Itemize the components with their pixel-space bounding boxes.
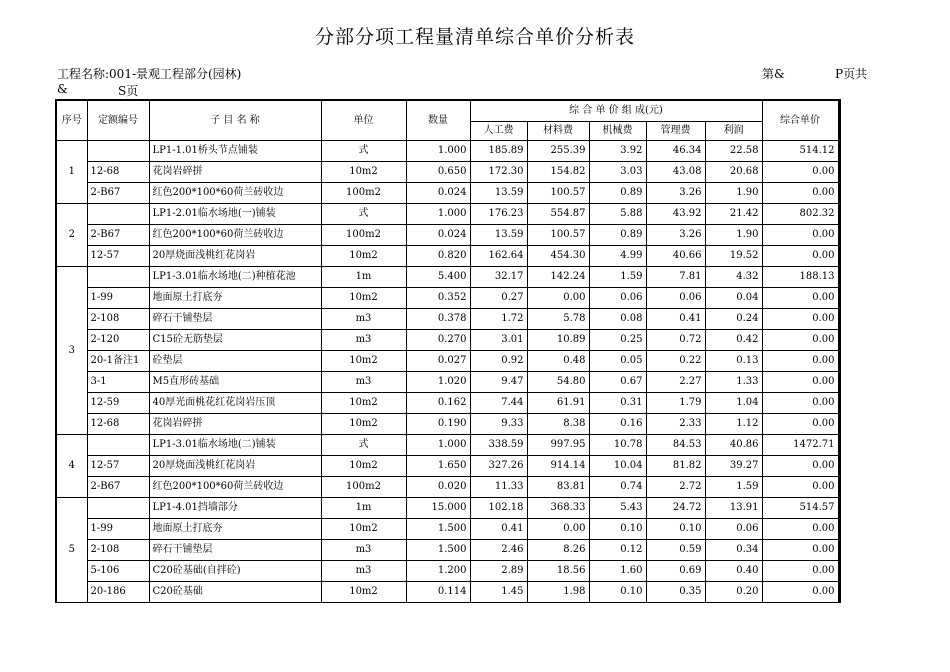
cell-quota-no: 2-108	[87, 309, 149, 330]
cell-machine: 3.03	[589, 162, 646, 183]
table-row	[56, 372, 839, 393]
cell-quota-no	[87, 141, 149, 162]
cell-management: 3.26	[646, 183, 705, 204]
cell-profit: 39.27	[705, 456, 762, 477]
cell-seq: 5	[56, 498, 87, 603]
cell-labor: 2.89	[470, 561, 527, 582]
cell-unit: 100m2	[321, 183, 406, 204]
cell-quota-no: 5-106	[87, 561, 149, 582]
cell-management: 0.69	[646, 561, 705, 582]
cell-labor: 338.59	[470, 435, 527, 456]
cell-profit: 1.04	[705, 393, 762, 414]
cell-quantity: 1.000	[406, 435, 470, 456]
cell-quota-no: 1-99	[87, 288, 149, 309]
cell-item-name: 地面原土打底夯	[149, 288, 321, 309]
cell-material: 1.98	[527, 582, 589, 603]
cell-unit-price: 0.00	[762, 456, 839, 477]
cell-item-name: 碎石干铺垫层	[149, 309, 321, 330]
cell-machine: 1.60	[589, 561, 646, 582]
cell-item-name: C20砼基础	[149, 582, 321, 603]
cell-management: 7.81	[646, 267, 705, 288]
cell-unit: 1m	[321, 498, 406, 519]
cell-unit-price: 0.00	[762, 582, 839, 603]
cell-profit: 40.86	[705, 435, 762, 456]
cell-profit: 21.42	[705, 204, 762, 225]
cell-profit: 1.90	[705, 183, 762, 204]
cell-management: 0.72	[646, 330, 705, 351]
cell-labor: 9.33	[470, 414, 527, 435]
cell-item-name: C20砼基础(自拌砼)	[149, 561, 321, 582]
cell-unit: 10m2	[321, 246, 406, 267]
cell-management: 1.79	[646, 393, 705, 414]
cell-item-name: 红色200*100*60荷兰砖收边	[149, 477, 321, 498]
cell-item-name: LP1-3.01临水场地(二)种植花池	[149, 267, 321, 288]
cell-machine: 4.99	[589, 246, 646, 267]
cell-management: 46.34	[646, 141, 705, 162]
cell-labor: 185.89	[470, 141, 527, 162]
cell-material: 54.80	[527, 372, 589, 393]
cell-profit: 0.34	[705, 540, 762, 561]
cell-item-name: 红色200*100*60荷兰砖收边	[149, 225, 321, 246]
cell-machine: 0.31	[589, 393, 646, 414]
cell-unit-price: 0.00	[762, 162, 839, 183]
cell-labor: 13.59	[470, 225, 527, 246]
cell-labor: 0.92	[470, 351, 527, 372]
cell-quantity: 0.020	[406, 477, 470, 498]
cell-material: 154.82	[527, 162, 589, 183]
header-machine: 机械费	[589, 122, 646, 141]
cell-labor: 327.26	[470, 456, 527, 477]
page-count-label: P页共	[835, 67, 868, 81]
cell-material: 997.95	[527, 435, 589, 456]
cell-management: 0.35	[646, 582, 705, 603]
cell-management: 2.33	[646, 414, 705, 435]
table-row	[56, 540, 839, 561]
cell-item-name: 40厚光面桃花红花岗岩压顶	[149, 393, 321, 414]
cell-seq: 3	[56, 267, 87, 435]
cell-quantity: 1.650	[406, 456, 470, 477]
cell-unit: 10m2	[321, 519, 406, 540]
cell-profit: 1.90	[705, 225, 762, 246]
cell-unit: 10m2	[321, 582, 406, 603]
cell-quota-no	[87, 267, 149, 288]
cell-labor: 162.64	[470, 246, 527, 267]
cell-unit: m3	[321, 372, 406, 393]
cell-item-name: M5直形砖基础	[149, 372, 321, 393]
cell-machine: 10.04	[589, 456, 646, 477]
cell-quantity: 1.000	[406, 141, 470, 162]
cell-management: 0.41	[646, 309, 705, 330]
cell-machine: 3.92	[589, 141, 646, 162]
cell-profit: 13.91	[705, 498, 762, 519]
table-row	[56, 561, 839, 582]
cell-item-name: 红色200*100*60荷兰砖收边	[149, 183, 321, 204]
cell-management: 43.08	[646, 162, 705, 183]
cell-quantity: 1.500	[406, 540, 470, 561]
cell-material: 142.24	[527, 267, 589, 288]
cell-unit: 10m2	[321, 393, 406, 414]
cell-item-name: 地面原土打底夯	[149, 519, 321, 540]
cell-seq: 2	[56, 204, 87, 267]
cell-labor: 102.18	[470, 498, 527, 519]
header-composition: 综 合 单 价 组 成(元)	[470, 100, 762, 122]
cell-material: 255.39	[527, 141, 589, 162]
cell-item-name: LP1-1.01桥头节点铺装	[149, 141, 321, 162]
cell-machine: 0.89	[589, 225, 646, 246]
cell-profit: 22.58	[705, 141, 762, 162]
cell-machine: 0.25	[589, 330, 646, 351]
cell-quantity: 0.114	[406, 582, 470, 603]
cell-labor: 0.27	[470, 288, 527, 309]
cell-labor: 3.01	[470, 330, 527, 351]
cell-unit: m3	[321, 330, 406, 351]
table-row	[56, 477, 839, 498]
cell-quantity: 0.820	[406, 246, 470, 267]
cell-labor: 13.59	[470, 183, 527, 204]
cell-profit: 20.68	[705, 162, 762, 183]
cell-unit-price: 0.00	[762, 372, 839, 393]
cell-item-name: LP1-2.01临水场地(一)铺装	[149, 204, 321, 225]
cell-machine: 0.08	[589, 309, 646, 330]
cell-management: 0.59	[646, 540, 705, 561]
cell-quantity: 0.162	[406, 393, 470, 414]
header-seq: 序号	[56, 100, 87, 141]
cell-quota-no: 12-68	[87, 414, 149, 435]
cell-unit-price: 0.00	[762, 540, 839, 561]
cell-quantity: 0.650	[406, 162, 470, 183]
cell-unit: m3	[321, 540, 406, 561]
cell-material: 5.78	[527, 309, 589, 330]
table-row	[56, 141, 839, 162]
table-row	[56, 519, 839, 540]
cell-unit-price: 514.12	[762, 141, 839, 162]
cell-unit-price: 514.57	[762, 498, 839, 519]
cell-machine: 0.10	[589, 582, 646, 603]
table-row	[56, 162, 839, 183]
cell-management: 0.10	[646, 519, 705, 540]
cell-machine: 10.78	[589, 435, 646, 456]
header-quantity: 数量	[406, 100, 470, 141]
cell-unit: 10m2	[321, 456, 406, 477]
cell-material: 100.57	[527, 183, 589, 204]
cell-quota-no: 2-B67	[87, 183, 149, 204]
cell-machine: 0.06	[589, 288, 646, 309]
cell-material: 0.00	[527, 288, 589, 309]
table-row	[56, 435, 839, 456]
cell-quota-no	[87, 435, 149, 456]
cell-item-name: 20厚烧面浅桃红花岗岩	[149, 456, 321, 477]
cell-unit-price: 0.00	[762, 183, 839, 204]
header-quota-no: 定额编号	[87, 100, 149, 141]
cell-quota-no: 12-57	[87, 456, 149, 477]
cell-profit: 1.59	[705, 477, 762, 498]
cell-profit: 0.20	[705, 582, 762, 603]
cell-item-name: LP1-3.01临水场地(二)铺装	[149, 435, 321, 456]
cell-labor: 1.72	[470, 309, 527, 330]
cell-material: 554.87	[527, 204, 589, 225]
cell-material: 8.26	[527, 540, 589, 561]
cell-material: 454.30	[527, 246, 589, 267]
cell-management: 3.26	[646, 225, 705, 246]
cell-management: 43.92	[646, 204, 705, 225]
cell-material: 100.57	[527, 225, 589, 246]
table-row	[56, 456, 839, 477]
table-row	[56, 414, 839, 435]
cell-machine: 1.59	[589, 267, 646, 288]
cell-material: 61.91	[527, 393, 589, 414]
cell-quota-no: 12-59	[87, 393, 149, 414]
cell-unit: 式	[321, 141, 406, 162]
cell-machine: 0.16	[589, 414, 646, 435]
cell-unit-price: 0.00	[762, 309, 839, 330]
header-item-name: 子 目 名 称	[149, 100, 321, 141]
cell-profit: 0.40	[705, 561, 762, 582]
cell-machine: 5.88	[589, 204, 646, 225]
cell-item-name: 花岗岩碎拼	[149, 162, 321, 183]
table-body	[56, 141, 839, 603]
cell-material: 83.81	[527, 477, 589, 498]
cell-unit-price: 0.00	[762, 519, 839, 540]
table-row	[56, 183, 839, 204]
cell-labor: 7.44	[470, 393, 527, 414]
cell-unit-price: 0.00	[762, 561, 839, 582]
cell-profit: 0.04	[705, 288, 762, 309]
cell-unit: 式	[321, 435, 406, 456]
cell-machine: 0.74	[589, 477, 646, 498]
cell-quota-no	[87, 204, 149, 225]
cell-seq: 1	[56, 141, 87, 204]
cell-unit: 式	[321, 204, 406, 225]
cell-unit-price: 1472.71	[762, 435, 839, 456]
table-row	[56, 330, 839, 351]
cell-quantity: 0.352	[406, 288, 470, 309]
cell-labor: 0.41	[470, 519, 527, 540]
table-row	[56, 351, 839, 372]
cell-quantity: 1.200	[406, 561, 470, 582]
cell-profit: 0.06	[705, 519, 762, 540]
cell-unit: m3	[321, 561, 406, 582]
cell-management: 0.22	[646, 351, 705, 372]
cell-quota-no: 12-57	[87, 246, 149, 267]
cell-quantity: 5.400	[406, 267, 470, 288]
table-row	[56, 582, 839, 603]
cell-quantity: 0.024	[406, 183, 470, 204]
cell-unit-price: 0.00	[762, 351, 839, 372]
page-title: 分部分项工程量清单综合单价分析表	[314, 26, 635, 48]
cell-machine: 0.67	[589, 372, 646, 393]
table-row	[56, 246, 839, 267]
cell-quota-no: 2-B67	[87, 477, 149, 498]
cell-quota-no: 3-1	[87, 372, 149, 393]
table-row	[56, 225, 839, 246]
cell-quota-no: 20-186	[87, 582, 149, 603]
cell-quota-no: 2-108	[87, 540, 149, 561]
header-material: 材料费	[527, 122, 589, 141]
cell-machine: 0.10	[589, 519, 646, 540]
cell-unit-price: 0.00	[762, 288, 839, 309]
cell-material: 10.89	[527, 330, 589, 351]
cell-quantity: 0.027	[406, 351, 470, 372]
cell-management: 81.82	[646, 456, 705, 477]
cell-quantity: 0.270	[406, 330, 470, 351]
cell-labor: 2.46	[470, 540, 527, 561]
cell-unit: 10m2	[321, 414, 406, 435]
cell-labor: 176.23	[470, 204, 527, 225]
cell-material: 18.56	[527, 561, 589, 582]
cell-material: 914.14	[527, 456, 589, 477]
cell-quota-no	[87, 498, 149, 519]
cell-unit-price: 0.00	[762, 246, 839, 267]
cell-quantity: 1.000	[406, 204, 470, 225]
cell-quantity: 0.190	[406, 414, 470, 435]
cell-management: 2.27	[646, 372, 705, 393]
cell-unit-price: 0.00	[762, 330, 839, 351]
project-name: 工程名称:001-景观工程部分(园林)	[57, 67, 242, 81]
cell-unit: 10m2	[321, 288, 406, 309]
cell-quota-no: 20-1备注1	[87, 351, 149, 372]
cell-material: 368.33	[527, 498, 589, 519]
cell-material: 0.48	[527, 351, 589, 372]
cell-management: 2.72	[646, 477, 705, 498]
table-row	[56, 309, 839, 330]
table-row	[56, 267, 839, 288]
cell-item-name: 碎石干铺垫层	[149, 540, 321, 561]
cell-item-name: LP1-4.01挡墙部分	[149, 498, 321, 519]
cell-item-name: 20厚烧面浅桃红花岗岩	[149, 246, 321, 267]
cell-quota-no: 2-120	[87, 330, 149, 351]
cell-labor: 1.45	[470, 582, 527, 603]
cell-management: 0.06	[646, 288, 705, 309]
cell-profit: 0.24	[705, 309, 762, 330]
cell-unit-price: 0.00	[762, 477, 839, 498]
cell-labor: 9.47	[470, 372, 527, 393]
cell-quota-no: 1-99	[87, 519, 149, 540]
header-management: 管理费	[646, 122, 705, 141]
cell-profit: 19.52	[705, 246, 762, 267]
cell-profit: 0.42	[705, 330, 762, 351]
cell-unit: 100m2	[321, 477, 406, 498]
header-labor: 人工费	[470, 122, 527, 141]
cell-machine: 0.05	[589, 351, 646, 372]
cell-management: 84.53	[646, 435, 705, 456]
header-unit-price: 综合单价	[762, 100, 839, 141]
cell-labor: 32.17	[470, 267, 527, 288]
cell-quota-no: 12-68	[87, 162, 149, 183]
cell-material: 0.00	[527, 519, 589, 540]
header-unit: 单位	[321, 100, 406, 141]
cell-labor: 172.30	[470, 162, 527, 183]
page-amp: &	[57, 82, 68, 96]
cell-machine: 0.89	[589, 183, 646, 204]
cell-management: 40.66	[646, 246, 705, 267]
cell-unit-price: 0.00	[762, 225, 839, 246]
cell-unit-price: 0.00	[762, 393, 839, 414]
cell-quantity: 0.378	[406, 309, 470, 330]
cell-machine: 5.43	[589, 498, 646, 519]
cell-quantity: 0.024	[406, 225, 470, 246]
page-number-label: 第&	[762, 67, 785, 81]
cell-quantity: 1.020	[406, 372, 470, 393]
cell-unit-price: 802.32	[762, 204, 839, 225]
cell-management: 24.72	[646, 498, 705, 519]
unit-price-table	[55, 99, 841, 603]
cell-unit-price: 188.13	[762, 267, 839, 288]
cell-quantity: 1.500	[406, 519, 470, 540]
cell-material: 8.38	[527, 414, 589, 435]
cell-profit: 1.12	[705, 414, 762, 435]
cell-unit: 1m	[321, 267, 406, 288]
cell-unit: 10m2	[321, 351, 406, 372]
cell-item-name: 花岗岩碎拼	[149, 414, 321, 435]
cell-seq: 4	[56, 435, 87, 498]
cell-item-name: C15砼无筋垫层	[149, 330, 321, 351]
page-total: S页	[118, 84, 139, 98]
header-profit: 利润	[705, 122, 762, 141]
table-row	[56, 498, 839, 519]
table-row	[56, 288, 839, 309]
cell-unit: 10m2	[321, 162, 406, 183]
cell-item-name: 砼垫层	[149, 351, 321, 372]
cell-quota-no: 2-B67	[87, 225, 149, 246]
cell-unit-price: 0.00	[762, 414, 839, 435]
cell-machine: 0.12	[589, 540, 646, 561]
cell-labor: 11.33	[470, 477, 527, 498]
table-row	[56, 204, 839, 225]
cell-profit: 4.32	[705, 267, 762, 288]
cell-unit: m3	[321, 309, 406, 330]
cell-profit: 0.13	[705, 351, 762, 372]
table-row	[56, 393, 839, 414]
cell-unit: 100m2	[321, 225, 406, 246]
cell-quantity: 15.000	[406, 498, 470, 519]
cell-profit: 1.33	[705, 372, 762, 393]
